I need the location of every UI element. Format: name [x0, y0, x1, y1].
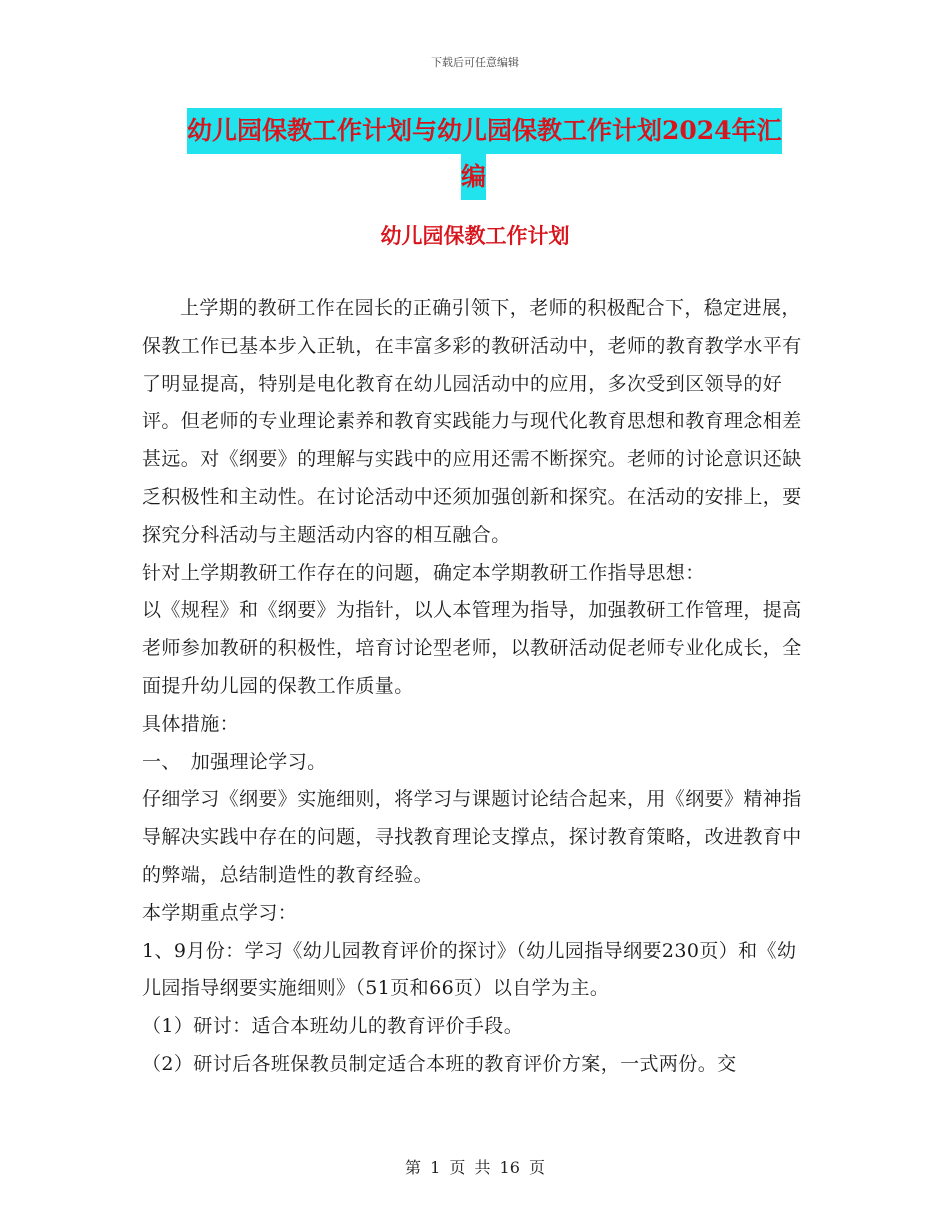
paragraph: 1、9月份：学习《幼儿园教育评价的探讨》（幼儿园指导纲要230页）和《幼儿园指导纲要实施细则》（51页和66页）以自学为主。	[142, 939, 797, 1000]
paragraph: （2）研讨后各班保教员制定适合本班的教育评价方案，一式两份。交	[142, 1052, 737, 1075]
header-note: 下载后可任意编辑	[431, 56, 519, 69]
document-body	[142, 290, 810, 1084]
title-line-1: 幼儿园保教工作计划与幼儿园保教工作计划2024年汇	[187, 108, 782, 154]
paragraph: 上学期的教研工作在园长的正确引领下，老师的积极配合下，稳定进展，保教工作已基本步入正轨，在丰富多彩的教研活动中，老师的教育教学水平有了明显提高，特别是电化教育在幼儿园活动中的应用，多次受到区领导的好评。但老师的专业理论素养和教育实践能力与现代化教育思想和教育理念相差甚远。对《纲要》的理解与实践中的应用还需不断探究。老师的讨论意识还缺乏积极性和主动性。在讨论活动中还须加强创新和探究。在活动的安排上，要探究分科活动与主题活动内容的相互融合。	[142, 297, 802, 546]
section-title: 幼儿园保教工作计划	[380, 223, 570, 248]
paragraph: 以《规程》和《纲要》为指针，以人本管理为指导，加强教研工作管理，提高老师参加教研的积极性，培育讨论型老师，以教研活动促老师专业化成长，全面提升幼儿园的保教工作质量。	[142, 599, 802, 697]
title-line-2: 编	[461, 154, 486, 200]
paragraph: （1）研讨：适合本班幼儿的教育评价手段。	[142, 1015, 524, 1038]
page-footer: 第 1 页 共 16 页	[405, 1158, 545, 1177]
paragraph: 本学期重点学习：	[142, 901, 298, 924]
paragraph: 针对上学期教研工作存在的问题，确定本学期教研工作指导思想：	[142, 561, 705, 584]
paragraph: 具体措施：	[142, 712, 240, 735]
paragraph: 仔细学习《纲要》实施细则，将学习与课题讨论结合起来，用《纲要》精神指导解决实践中存在的问题，寻找教育理论支撑点，探讨教育策略，改进教育中的弊端，总结制造性的教育经验。	[142, 788, 802, 886]
paragraph: 一、 加强理论学习。	[142, 750, 327, 773]
